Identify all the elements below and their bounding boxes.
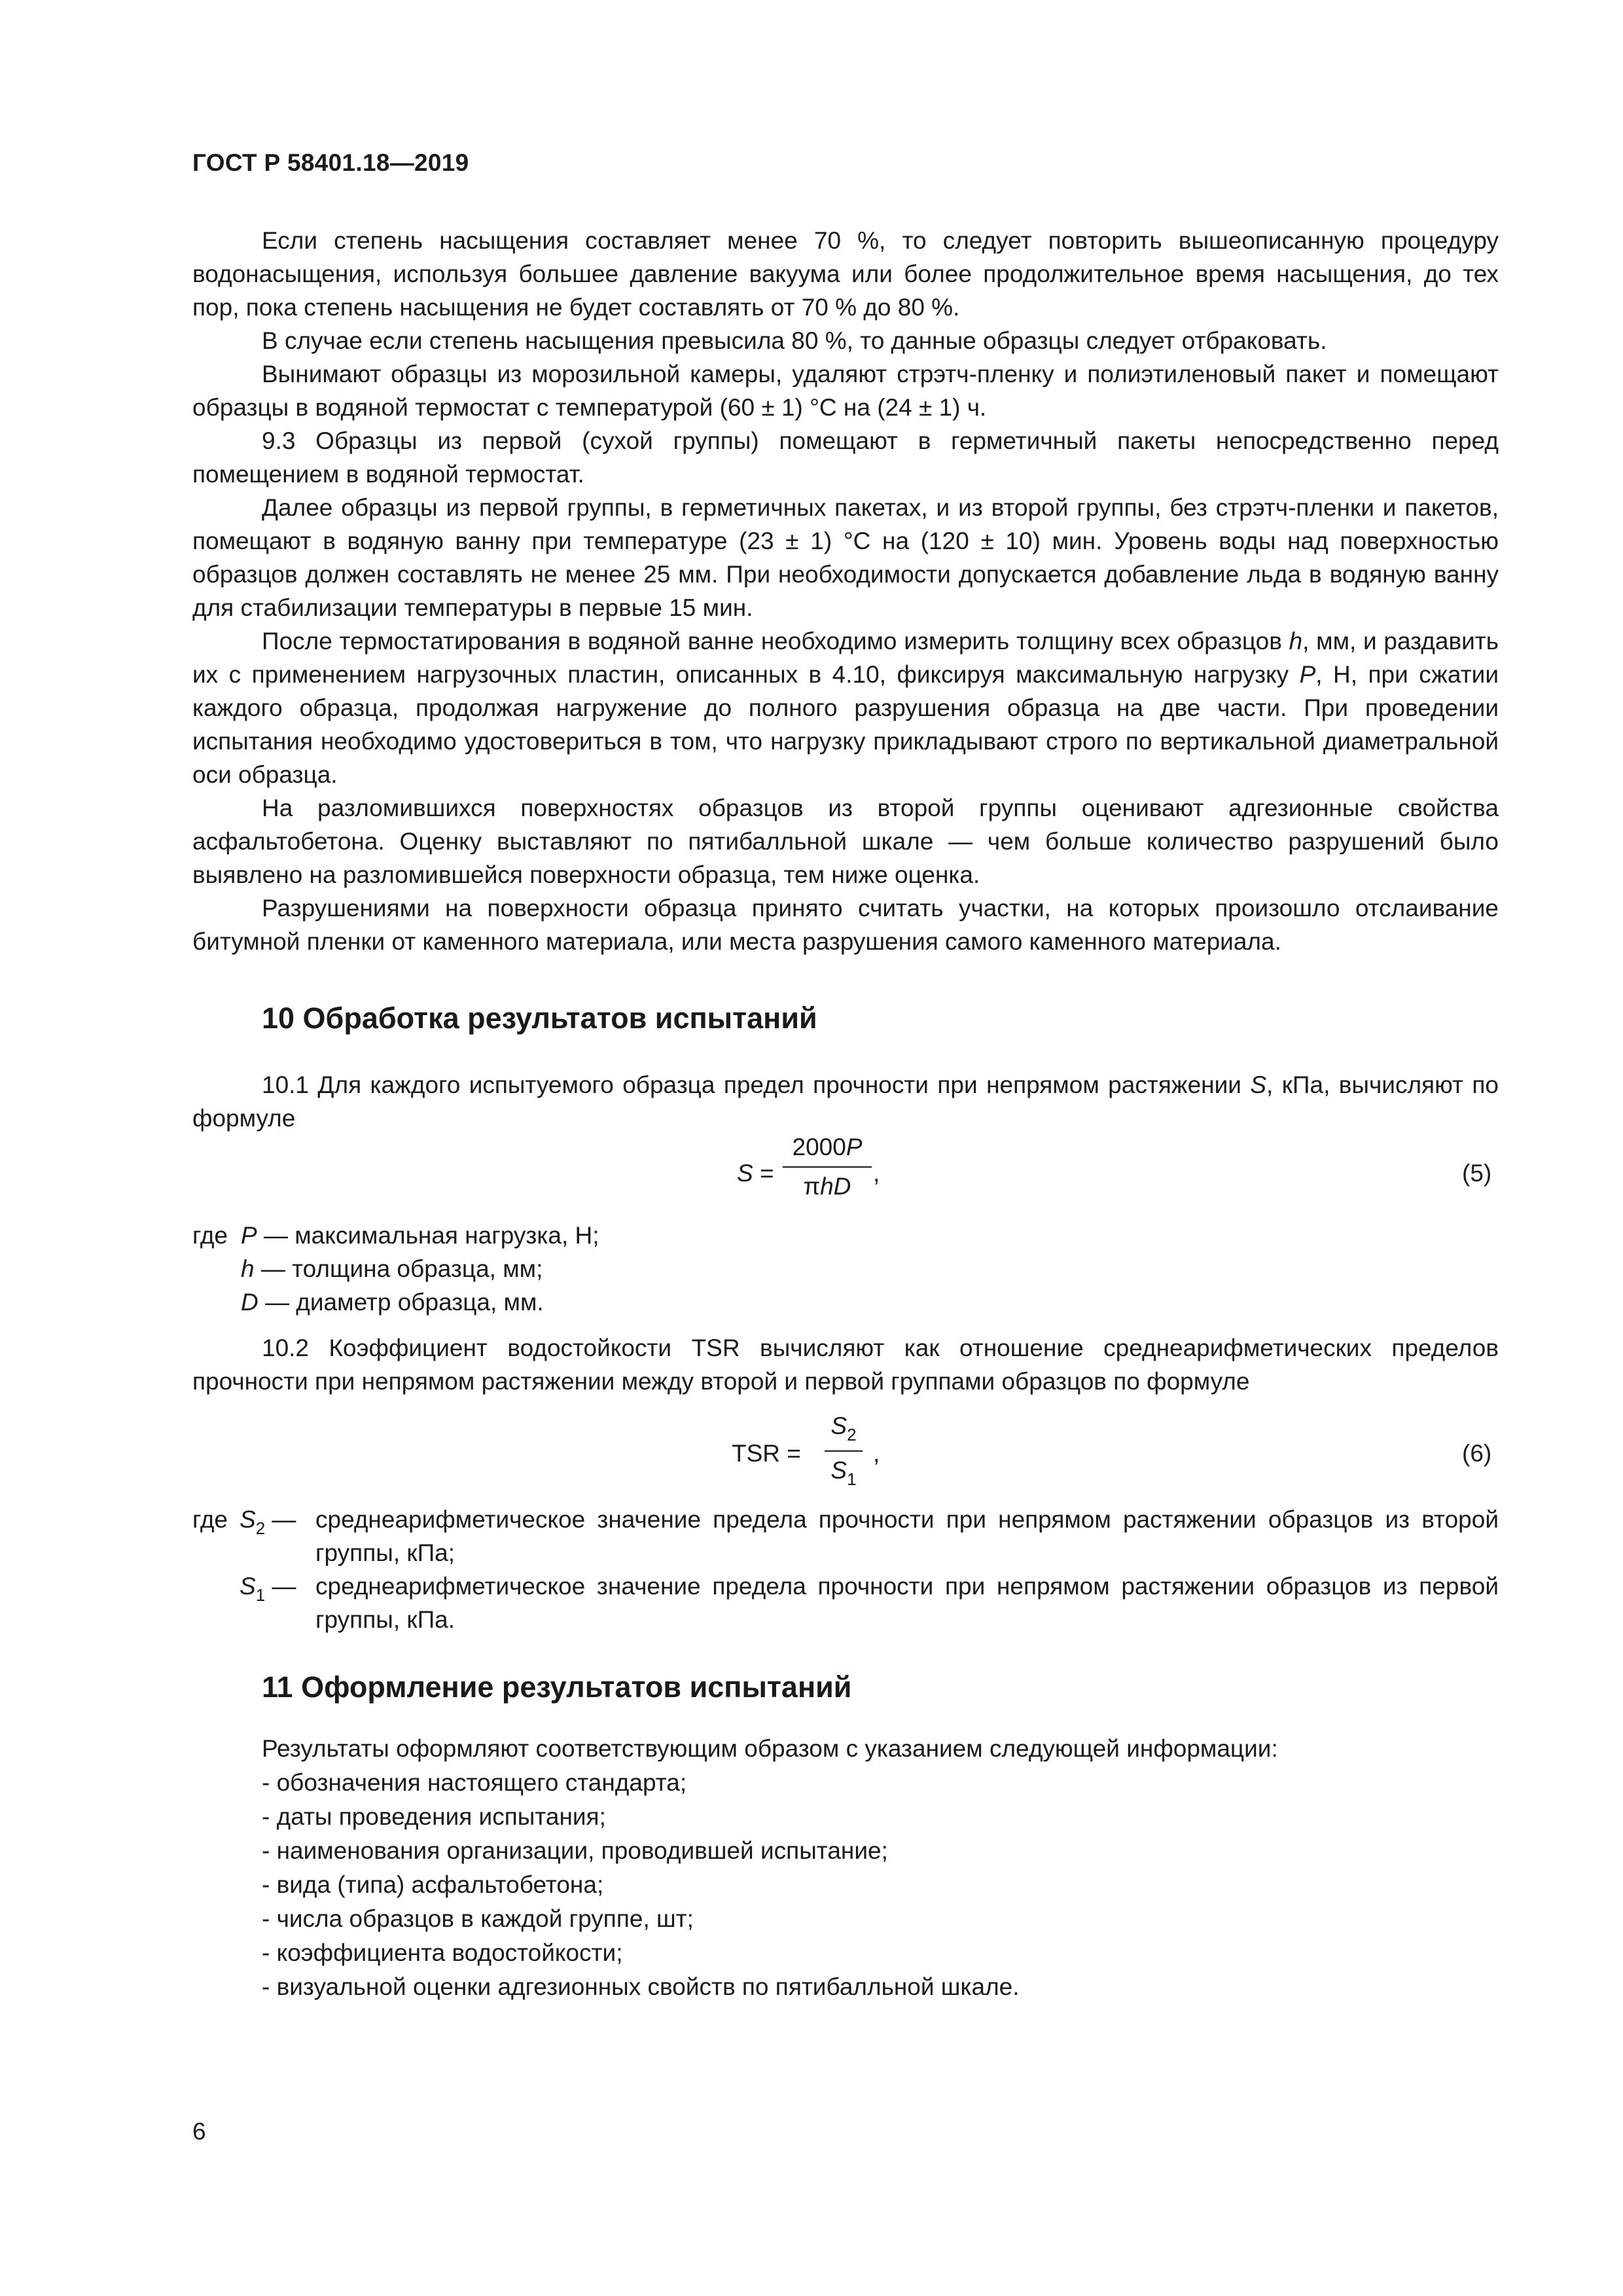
paragraph: Вынимают образцы из морозильной камеры, удаляют стрэтч-пленку и полиэтиленовый пакет и помещают образцы в водяной термостат с температурой (60 ± 1) °С на (24 ± 1) ч. — [192, 361, 1499, 421]
list-item: - даты проведения испытания; — [262, 1803, 606, 1830]
paragraph-10-2: 10.2 Коэффициент водостойкости TSR вычисляют как отношение среднеарифметических пределов прочности при непрямом растяжении между второй и первой группами образцов по формуле — [192, 1335, 1499, 1395]
list-item: - визуальной оценки адгезионных свойств по пятибалльной шкале. — [262, 1973, 1020, 2000]
paragraph-10-1: 10.1 Для каждого испытуемого образца предел прочности при непрямом растяжении S, кПа, вычисляют по формуле — [192, 1071, 1499, 1132]
results-intro: Результаты оформляют соответствующим образом с указанием следующей информации: — [262, 1735, 1278, 1762]
page-number: 6 — [192, 2118, 206, 2145]
definition-S2-symbol: $S_2$ — — [240, 1506, 296, 1538]
where-label-5: где — [192, 1222, 228, 1249]
definition-D: D — диаметр образца, мм. — [241, 1289, 544, 1316]
list-item: - обозначения настоящего стандарта; — [262, 1769, 687, 1796]
equation-number-6: (6) — [1462, 1440, 1492, 1467]
list-item: - вида (типа) асфальтобетона; — [262, 1871, 604, 1898]
list-item: - наименования организации, проводившей испытание; — [262, 1837, 888, 1864]
list-item: - коэффициента водостойкости; — [262, 1939, 623, 1966]
standard-header: ГОСТ Р 58401.18—2019 — [192, 149, 469, 176]
definition-S2-text: среднеарифметическое значение предела прочности при непрямом растяжении образцов из второй группы, кПа; — [315, 1506, 1499, 1566]
where-label-6: где — [192, 1506, 228, 1533]
paragraph-thermostat: После термостатирования в водяной ванне необходимо измерить толщину всех образцов h, мм, и раздавить их с применением нагрузочных пластин, описанных в 4.10, фиксируя максимальную нагрузку P, Н, при сжатии каждого образца, продолжая нагружение до полного разрушения образца на две части. При проведении испытания необходимо удостовериться в том, что нагрузку прикладывают строго по вертикальной диаметральной оси образца. — [192, 628, 1499, 788]
paragraph: Если степень насыщения составляет менее 70 %, то следует повторить вышеописанную процедуру водонасыщения, используя большее давление вакуума или более продолжительное время насыщения, до тех пор, пока степень насыщения не будет составлять от 70 % до 80 %. — [192, 227, 1499, 321]
formula-6-denominator: $S_1$ — [830, 1457, 857, 1489]
paragraph: Разрушениями на поверхности образца принято считать участки, на которых произошло отслаивание битумной пленки от каменного материала, или места разрушения самого каменного материала. — [192, 895, 1499, 955]
paragraph: В случае если степень насыщения превысила 80 %, то данные образцы следует отбраковать. — [262, 327, 1327, 354]
section-10-heading: 10 Обработка результатов испытаний — [262, 1001, 817, 1035]
results-list — [262, 1732, 1278, 2004]
paragraph: 9.3 Образцы из первой (сухой группы) помещают в герметичный пакеты непосредственно перед помещением в водяной термостат. — [192, 427, 1499, 488]
formula-5-numerator: 2000P — [783, 1134, 872, 1168]
definition-S1-text: среднеарифметическое значение предела прочности при непрямом растяжении образцов из первой группы, кПа. — [315, 1573, 1499, 1633]
definition-h: h — толщина образца, мм; — [241, 1255, 543, 1282]
definition-S1-symbol: $S_1$ — — [240, 1573, 296, 1605]
document-page: ГОСТ Р 58401.18—2019 Если степень насыщения составляет менее 70 %, то следует повторить вышеописанную процедуру водонасыщения, используя большее давление вакуума или более продолжительное время насыщения, до тех пор, пока степень насыщения не будет составлять от 70 % до 80 %. В случае если степень насыщения превысила 80 %, то данные образцы следует отбраковать. Вынимают образцы из морозильной камеры, удаляют стрэтч-пленку и полиэтиленовый пакет и помещают образцы в водяной термостат с температурой (60 ± 1) °С на (24 ± 1) ч. 9.3 Образцы из первой (сухой группы) помещают в герметичный пакеты непосредственно перед помещением в водяной термостат. Далее образцы из первой группы, в герметичных пакетах, и из второй группы, без стрэтч-пленки и пакетов, помещают в водяную ванну при температуре (23 ± 1) °С на (120 ± 10) мин. Уровень воды над поверхностью образцов должен составлять не менее 25 мм. При необходимости допускается добавление льда в водяную ванну для стабилизации температуры в первые 15 мин. После термостатирования в водяной ванне необходимо измерить толщину всех образцов h, мм, и раздавить их с применением нагрузочных пластин, описанных в 4.10, фиксируя максимальную нагрузку P, Н, при сжатии каждого образца, продолжая нагружение до полного разрушения образца на две части. При проведении испытания необходимо удостовериться в том, что нагрузку прикладывают строго по вертикальной диаметральной оси образца. На разломившихся поверхностях образцов из второй группы оценивают адгезионные свойства асфальтобетона. Оценку выставляют по пятибалльной шкале — чем больше количество разрушений было выявлено на разломившейся поверхности образца, тем ниже оценка. Разрушениями на поверхности образца принято считать участки, на которых произошло отслаивание битумной пленки от каменного материала, или места разрушения самого каменного материала. 10 Обработка результатов испытаний 10.1 Для каждого испытуемого образца предел прочности при непрямом растяжении S, кПа, вычисляют по формуле S = 2000P πhD , (5) где P — максимальная нагрузка, Н; h — толщина образца, мм; D — диаметр образца, мм. 10.2 Коэффициент водостойкости TSR вычисляют как отношение среднеарифметических пределов прочности при непрямом растяжении между второй и первой группами образцов по формуле TSR = $\frac{S_2}{S_1}$ , (6) где $S_2$ — среднеарифметическое значение предела прочности при непрямом растяжении образцов из второй группы, кПа; $S_1$ — среднеарифметическое значение предела прочности при непрямом растяжении образцов из первой группы, кПа. 11 Оформление результатов испытаний Результаты оформляют соответствующим образом с указанием следующей информации: - обозначения настоящего стандарта; - даты проведения испытания; - наименования организации, проводившей испытание; - вида (типа) асфальтобетона; - числа образцов в каждой группе, шт; - коэффициента водостойкости; - визуальной оценки адгезионных свойств по пятибалльной шкале. 6 — [192, 149, 1499, 2145]
formula-6-numerator: $S_2$ — [825, 1412, 863, 1452]
formula-5-denominator: πhD — [803, 1173, 851, 1200]
list-item: - числа образцов в каждой группе, шт; — [262, 1905, 694, 1932]
body-block-top — [192, 224, 1499, 958]
paragraph: Далее образцы из первой группы, в герметичных пакетах, и из второй группы, без стрэтч-пленки и пакетов, помещают в водяную ванну при температуре (23 ± 1) °С на (120 ± 10) мин. Уровень воды над поверхностью образцов должен составлять не менее 25 мм. При необходимости допускается добавление льда в водяную ванну для стабилизации температуры в первые 15 мин. — [192, 494, 1499, 621]
definition-P: P — максимальная нагрузка, Н; — [241, 1222, 599, 1249]
equation-number-5: (5) — [1462, 1160, 1492, 1187]
section-11-heading: 11 Оформление результатов испытаний — [262, 1670, 852, 1704]
paragraph: На разломившихся поверхностях образцов из второй группы оценивают адгезионные свойства асфальтобетона. Оценку выставляют по пятибалльной шкале — чем больше количество разрушений было выявлено на разломившейся поверхности образца, тем ниже оценка. — [192, 795, 1499, 888]
